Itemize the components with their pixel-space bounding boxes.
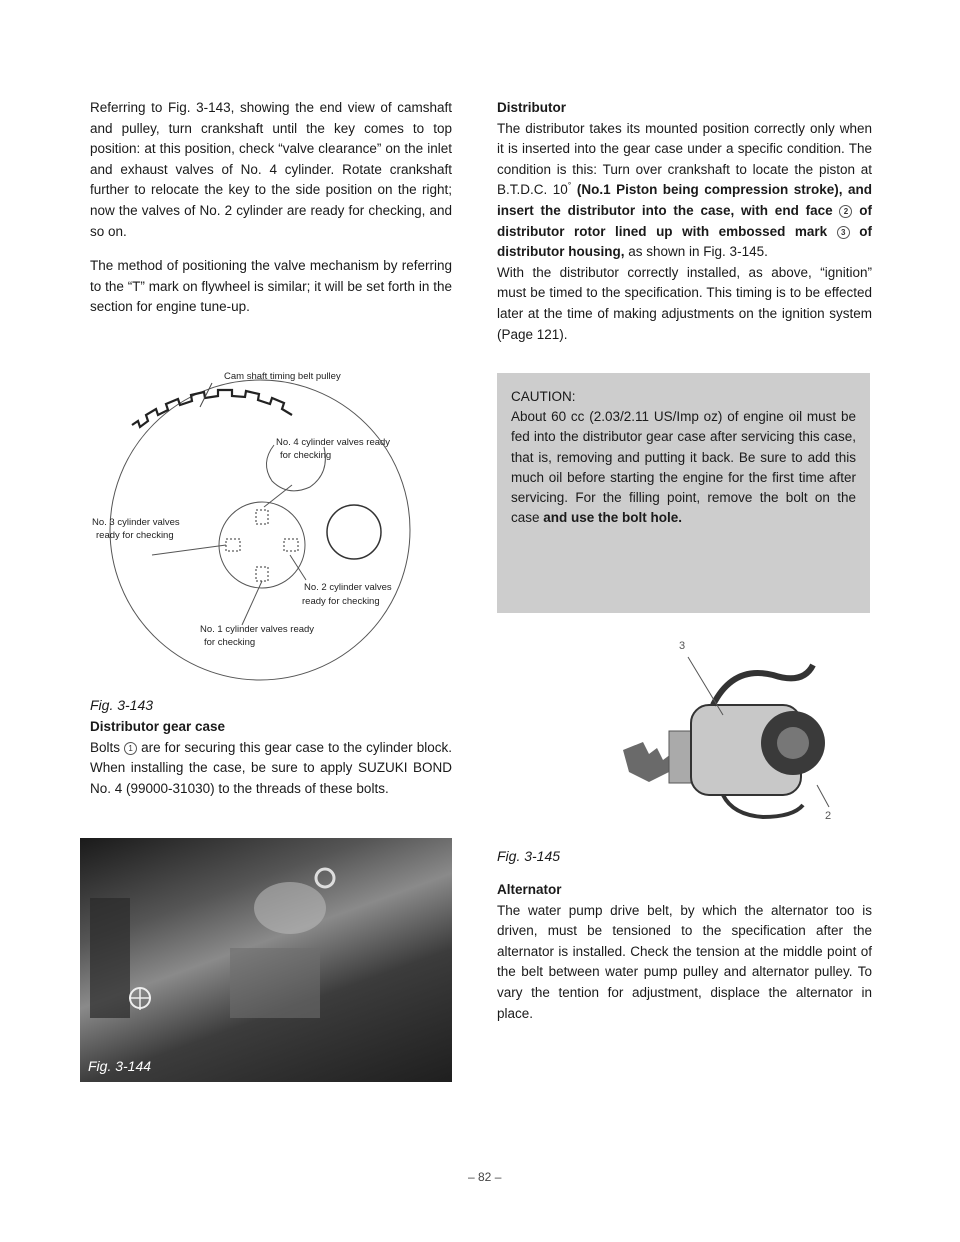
no2-label-line1: No. 2 cylinder valves <box>304 582 392 593</box>
distributor-text <box>497 119 872 263</box>
distributor-photo-detail <box>603 635 849 830</box>
key-top <box>256 510 268 524</box>
page-number: – 82 – <box>468 1170 502 1184</box>
fig-3-143-caption: Fig. 3-143 <box>90 697 154 713</box>
key-right <box>284 539 298 551</box>
distributor-text-3: With the distributor correctly installed, as above, “ignition” must be timed to the specification. This timing is to be effected later at the time of making adjustments on the ignition system (Page 121). <box>497 264 872 342</box>
alternator-heading: Alternator <box>497 882 562 897</box>
key-left <box>226 539 240 551</box>
distributor-bold-2: of distributor rotor lined up with embossed mark <box>497 202 872 239</box>
distributor-gear-case-heading: Distributor gear case <box>90 719 226 734</box>
engine-photo-detail <box>80 838 452 1082</box>
fig-3-145-caption: Fig. 3-145 <box>497 848 561 864</box>
degree-symbol: ° <box>567 180 572 191</box>
engine-gear-case-photo <box>80 838 452 1082</box>
photo-label-2: 2 <box>825 810 832 822</box>
marker-1-icon: 1 <box>124 742 137 755</box>
marker-3-icon: 3 <box>837 226 850 239</box>
camshaft-pulley-diagram <box>92 355 454 695</box>
no2-label-line2: ready for checking <box>302 596 380 607</box>
caution-box <box>497 373 870 613</box>
gear-case-text-after: are for securing this gear case to the cylinder block. When installing the case, be sure to apply SUZUKI BOND No. 4 (99000-31030) to the threads of these bolts. <box>90 739 452 796</box>
distributor-text-2: as shown in Fig. 3-145. <box>628 244 768 260</box>
alternator-text: The water pump drive belt, by which the alternator too is driven, must be tensioned to the specification after the alternator is installed. Check the tension at the middle point of the belt between water pump pulley and alternator pulley. To vary the tention for adjustment, displace the alternator in place. <box>497 902 872 1021</box>
photo-label-3: 3 <box>679 640 686 652</box>
intro-paragraph-1: Referring to Fig. 3-143, showing the end view of camshaft and pulley, turn crankshaft until the key comes to top position: at this position, check “valve clearance” on the inlet and exhaust valves of No. 4 cylinder. Rotate crankshaft further to relocate the key to the side position on the right; now the valves of No. 2 cylinder are ready for checking, and so on. <box>90 100 452 239</box>
intro-paragraph-2: The method of positioning the valve mechanism by referring to the “T” mark on flywheel is similar; it will be set forth in the section for engine tune-up. <box>90 258 452 315</box>
hub-circle <box>219 502 305 588</box>
distributor-bold-1: (No.1 Piston being compression stroke), and insert the distributor into the case, with end face <box>497 182 872 218</box>
marker-2-icon: 2 <box>839 205 852 218</box>
fig-3-144-caption: Fig. 3-144 <box>88 1058 152 1074</box>
caution-bold-end: and use the bolt hole. <box>543 510 683 526</box>
distributor-gear-case-text <box>90 738 452 800</box>
distributor-text-1: The distributor takes its mounted position correctly only when it is inserted into the gear case under a specific condition. The condition is this: Turn over crankshaft to locate the piston at B.T.D.C. 10 <box>497 120 872 198</box>
distributor-gear-case-section <box>90 717 452 799</box>
no1-label-line2: for checking <box>204 637 256 648</box>
left-column-intro <box>90 98 452 318</box>
distributor-photo <box>603 635 849 830</box>
pulley-label: Cam shaft timing belt pulley <box>224 371 341 382</box>
distributor-section <box>497 98 872 345</box>
no4-label-line1: No. 4 cylinder valves ready <box>276 437 391 448</box>
distributor-heading: Distributor <box>497 100 566 115</box>
side-hole-circle <box>327 505 381 559</box>
no3-label-line2: ready for checking <box>96 530 174 541</box>
gear-case-text-before: Bolts <box>90 739 121 755</box>
alternator-section <box>497 880 872 1024</box>
no4-label-line2: for checking <box>280 450 332 461</box>
key-bottom <box>256 567 268 581</box>
caution-text <box>511 407 856 528</box>
caution-title: CAUTION: <box>511 389 576 404</box>
distributor-bold-3: of distributor housing, <box>497 223 872 260</box>
no1-label-line1: No. 1 cylinder valves ready <box>200 624 315 635</box>
caution-body: About 60 cc (2.03/2.11 US/Imp oz) of engine oil must be fed into the distributor gear case after servicing this case, that is, removing and putting it back. Be sure to add this much oil before starting the engine for the first time after servicing. For the filling point, remove the bolt on the case <box>511 409 856 526</box>
no3-label-line1: No. 3 cylinder valves <box>92 517 180 528</box>
